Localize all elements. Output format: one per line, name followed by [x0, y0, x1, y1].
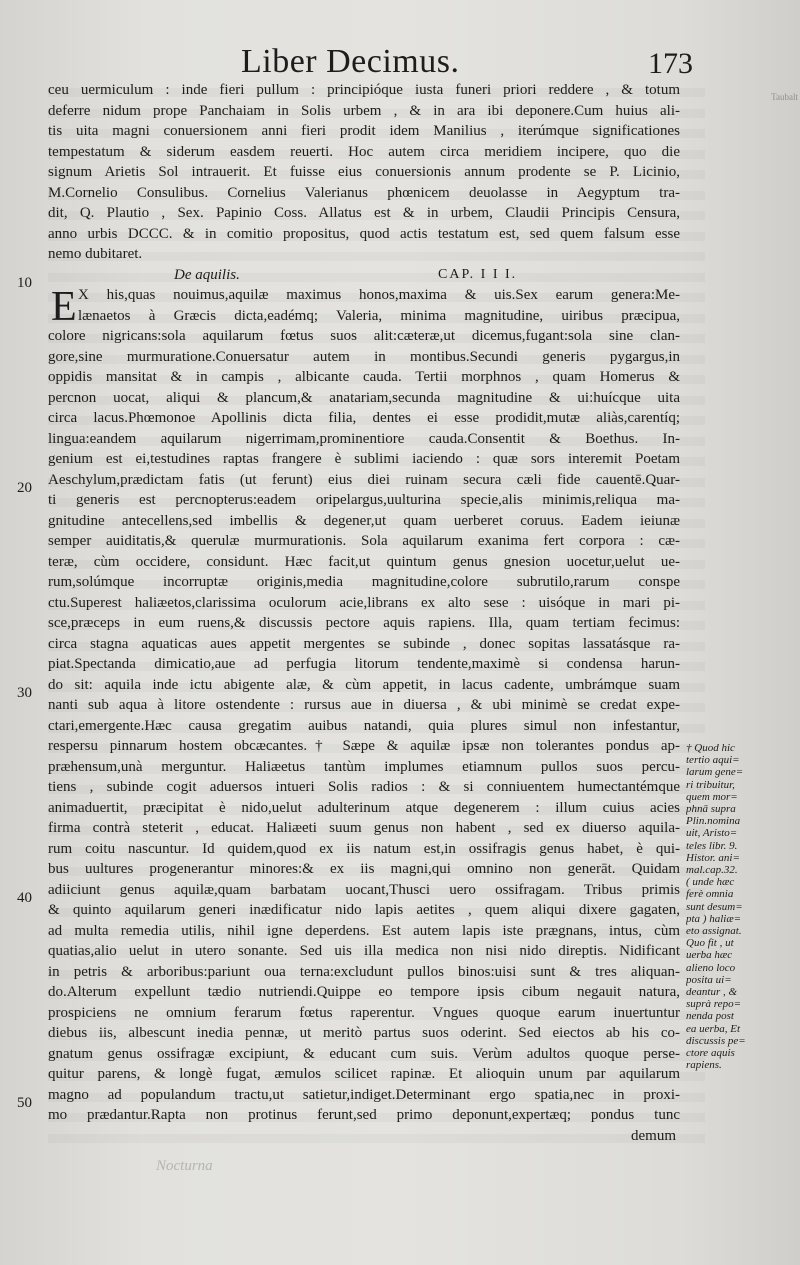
- text-line: quatias,alio uelut in utero sonante. Sed uis illa medica non nisi nido direptis. Nidificant: [48, 943, 680, 959]
- marginal-note-line: ( unde hæc: [686, 876, 735, 889]
- faded-word: Nocturna: [156, 1158, 213, 1174]
- marginal-note-line: tertio aqui=: [686, 754, 740, 767]
- text-line: Aeschylum,prædictam fatis (ut ferunt) eius diei ruinam secura cæli fide cauentē.Quar-: [48, 471, 680, 488]
- text-line: nanti sub aqua à litore ostendente : rursus aue in diuersa , & ubi minimè se credat expe-: [48, 697, 680, 713]
- text-line: percnon uocat, aliqui & plancum,& anatariam,secunda magnitudine & ui:huícque uita: [48, 389, 680, 406]
- marginal-note: [686, 742, 794, 1071]
- chapter-number: CAP. I I I.: [438, 266, 518, 282]
- marginal-note-line: quem mor=: [686, 790, 738, 803]
- marginal-note-line: uerba hæc: [686, 949, 733, 962]
- chapter-title: De aquilis.: [174, 266, 240, 283]
- text-line: quitur parens, & longè fugat, æmulos scilicet rapinæ. Et alioquin unum par aquilarum: [48, 1066, 680, 1082]
- paragraph-main: [48, 285, 680, 1126]
- text-line: rum coitu nascuntur. Id quidem,quod ex iis natum est,in ossifragis genus habet, è qui-: [48, 840, 680, 857]
- main-text-block: [48, 80, 680, 1146]
- text-line: tis uita magni conuersionem anni fieri prodit idem Manilius , iterúmque significationes: [48, 123, 680, 139]
- marginal-note-line: pta ) haliæ=: [686, 912, 742, 925]
- marginal-note-line: ea uerba, Et: [686, 1022, 741, 1035]
- text-line: circa stagna aquaticas aues appetit mergentes se subinde , donec sopitas lassatásque ra-: [48, 635, 680, 652]
- line-number: 30: [17, 685, 32, 701]
- text-line: respersu pinnarum hostem obcæcantes.† Sæpe & aquilæ ipsæ non tolerantes pondus ap-: [48, 738, 680, 754]
- text-line: do.Alterum expellunt tædio nutriendi.Quippe eo tempore ipsis cibum negauit natura,: [48, 984, 680, 1000]
- catchword: demum: [631, 1127, 676, 1144]
- text-line: teræ, cùm occidere, considunt. Hæc facit,ut quintum genus gnesion uocetur,uelut ue-: [48, 553, 680, 570]
- marginal-note-line: posita ui=: [686, 973, 732, 986]
- text-line: ti generis est percnopterus:eadem oripelargus,uulturina specie,alis minimis,reliqua ma-: [48, 492, 680, 508]
- text-line: deferre nidum prope Panchaiam in Solis urbem , & in ara ibi deponere.Cum huius ali-: [48, 102, 680, 119]
- text-line: piat.Spectanda dimicatio,aue ad perfugia litorum tendente,maximè si condensa harun-: [48, 656, 680, 672]
- text-line: anno urbis DCCC. & in comitio propositus, quod actis testatum est, sed quem falsum esse: [48, 225, 680, 242]
- text-line: ad multa remedia utilis, nihil igne deperdens. Est autem lapis iste prægnans, intus, cùm: [48, 922, 680, 939]
- marginal-note-line: Histor. ani=: [686, 851, 740, 864]
- marginal-note-line: ctore aquis: [686, 1047, 735, 1060]
- marginal-note-line: mal.cap.32.: [686, 864, 738, 877]
- text-line: genium est ei,testudines raptas frangere è sublimi iaciendo : quæ sors interemit Poetam: [48, 451, 680, 467]
- text-line: colore nigricans:sola aquilarum fœtus suos alit:cæteræ,ut dicemus,fugant:sola sine clan-: [48, 328, 680, 344]
- marginal-note-line: ri tribuitur,: [686, 778, 735, 791]
- text-line: in petris & arboribus:pariunt oua terna:excludunt pullos binos:uisi sunt & tres aliquan-: [48, 963, 680, 980]
- text-line: ctari,emergente.Hæc causa gregatim auibus natandi, quia plures simul non infestantur,: [48, 717, 680, 734]
- marginal-note-line: Plin.nomina: [686, 815, 741, 828]
- marginal-note-line: phnā supra: [686, 803, 736, 816]
- bleed-through-word: [0, 1158, 800, 1176]
- paragraph-top: [48, 80, 680, 265]
- text-line: X his,quas nouimus,aquilæ maximus honos,maxima & uis.Sex earum genera:Me-: [78, 287, 680, 303]
- text-line: ctu.Superest haliæetos,clarissima oculorum acie,librans ex alto sese : uisóque in mari pi-: [48, 594, 680, 611]
- marginal-note-line: discussis pe=: [686, 1034, 746, 1047]
- running-title: Liber Decimus.: [241, 43, 460, 80]
- line-number: 50: [17, 1095, 32, 1111]
- line-number: 20: [17, 480, 32, 496]
- text-line: circa lacus.Phœmonoe Apollinis dicta filia, dentes ei esse prodidit,mutæ aliàs,carentíq;: [48, 410, 680, 426]
- text-line: nemo dubitaret.: [48, 246, 143, 262]
- text-line: lænaetos à Græcis dicta,eadémq; Valeria, minima magnitudine, uiribus præcipua,: [78, 307, 680, 324]
- text-line: ceu uermiculum : inde fieri pullum : principióque iusta funeri priori reddere , & totum: [48, 82, 680, 98]
- text-line: sce,præceps in eum ruens,& discussis pectore aquis rapiens. Illa, quam tertiam fecimus:: [48, 615, 680, 631]
- text-line: gnatum genus ossifragæ excipiunt, & educant cum suis. Verùm adultos quoque perse-: [48, 1045, 680, 1062]
- marginal-note-line: suprà repo=: [686, 998, 741, 1011]
- text-line: semper auiditatis,& querulæ murmurationis. Sola aquilarum exanima fert corpora : cæ-: [48, 533, 680, 549]
- line-number: 10: [17, 275, 32, 291]
- text-line: signum Arietis Sol intrauerit. Et fuisse eius conuersionis annum prodente se P. Licinio,: [48, 164, 680, 180]
- text-line: diebus iis, albescunt inedia pennæ, ut meritò partus suos oderint. Sed eiectos ab his co-: [48, 1025, 680, 1041]
- text-line: magno ad populandum tractu,ut satietur,indiget.Determinant ergo spatia,nec in proxi-: [48, 1086, 680, 1103]
- marginal-note-line: alieno loco: [686, 961, 736, 974]
- marginal-note-line: teles libr. 9.: [686, 839, 738, 852]
- marginal-note-line: sunt desum=: [686, 900, 743, 913]
- marginal-note-line: larum gene=: [686, 766, 744, 779]
- page-header: [0, 42, 800, 82]
- marginal-note-line: eto assignat.: [686, 925, 742, 938]
- marginal-note-line: nenda post: [686, 1010, 734, 1023]
- text-line: dit, Q. Plautio , Sex. Papinio Coss. Allatus est & in urbem, Claudii Principis Censura,: [48, 205, 680, 221]
- text-line: adiiciunt genus aquilæ,quam barbatam uocant,Thusci uero ossifragam. Tribus primis: [48, 881, 680, 898]
- text-line: rum,solúmque incorruptæ originis,media magnitudine,colore subrutilo,rarum conspe: [48, 574, 680, 590]
- text-line: M.Cornelio Consulibus. Cornelius Valerianus phœnicem deuolasse in Aegyptum tra-: [48, 184, 680, 201]
- text-line: bus uultures progenerantur minores:& ex iis magni,qui omnino non generāt. Quidam: [48, 861, 680, 877]
- marginal-note-line: Quo fit , ut: [686, 937, 734, 950]
- text-line: mo prædantur.Rapta non protinus ferunt,sed primo deponunt,expertæq; pondus tunc: [48, 1107, 680, 1123]
- marginal-note-line: † Quod hic: [686, 742, 735, 754]
- drop-initial: E: [51, 284, 77, 330]
- corner-mark: Taubalt: [771, 92, 798, 102]
- text-line: & quinto aquilarum generi inædificatur nido lapis aetites , quem aliqui dixere gagaten,: [48, 902, 680, 918]
- text-line: tempestatum & siderum easdem reuerti. Hoc autem circa meridiem incipere, quo die: [48, 143, 680, 160]
- text-line: gore,sine murmuratione.Conuersatur autem in montibus.Secundi generis pygargus,in: [48, 348, 680, 365]
- text-line: tiens , subinde cogit aduersos intueri Solis radios : & si conniuentem humectantémque: [48, 779, 680, 795]
- text-line: do sit: aquila inde ictu abigente alæ, & cùm appetit, in lacus cadente, umbrámque suam: [48, 676, 680, 693]
- chapter-heading: [48, 265, 680, 286]
- text-line: animaduertit, præcipitat è nido,uelut adulterinum atque degenerem : illum cuius acies: [48, 799, 680, 816]
- marginal-note-line: uit, Aristo=: [686, 827, 738, 840]
- text-line: præhensum,unà merguntur. Haliæetus tantùm implumes etiamnum pullos suos percu-: [48, 758, 680, 775]
- text-line: oppidis mansitat & in campis , albicante cauda. Tertii morphnos , quam Homerus &: [48, 369, 680, 385]
- marginal-note-line: ferè omnia: [686, 888, 734, 901]
- line-number: 40: [17, 890, 32, 906]
- text-line: prospiciens ne omnium ferarum fœtus raperentur. Vngues quoque earum inuertuntur: [48, 1004, 680, 1021]
- text-line: lingua:eandem aquilarum nigerrimam,prominentiore cauda.Consentit & Boethus. In-: [48, 430, 680, 447]
- marginal-note-line: rapiens.: [686, 1059, 722, 1072]
- text-line: gnitudine antecellens,sed imbellis & degener,ut quam uerberet coruus. Eadem ieiunæ: [48, 512, 680, 529]
- marginal-note-line: deantur , &: [686, 986, 738, 999]
- text-line: firma contrà steterit , educat. Haliæeti suum genus non habent , sed ex diuerso aquila-: [48, 820, 680, 836]
- page-number: 173: [648, 47, 693, 80]
